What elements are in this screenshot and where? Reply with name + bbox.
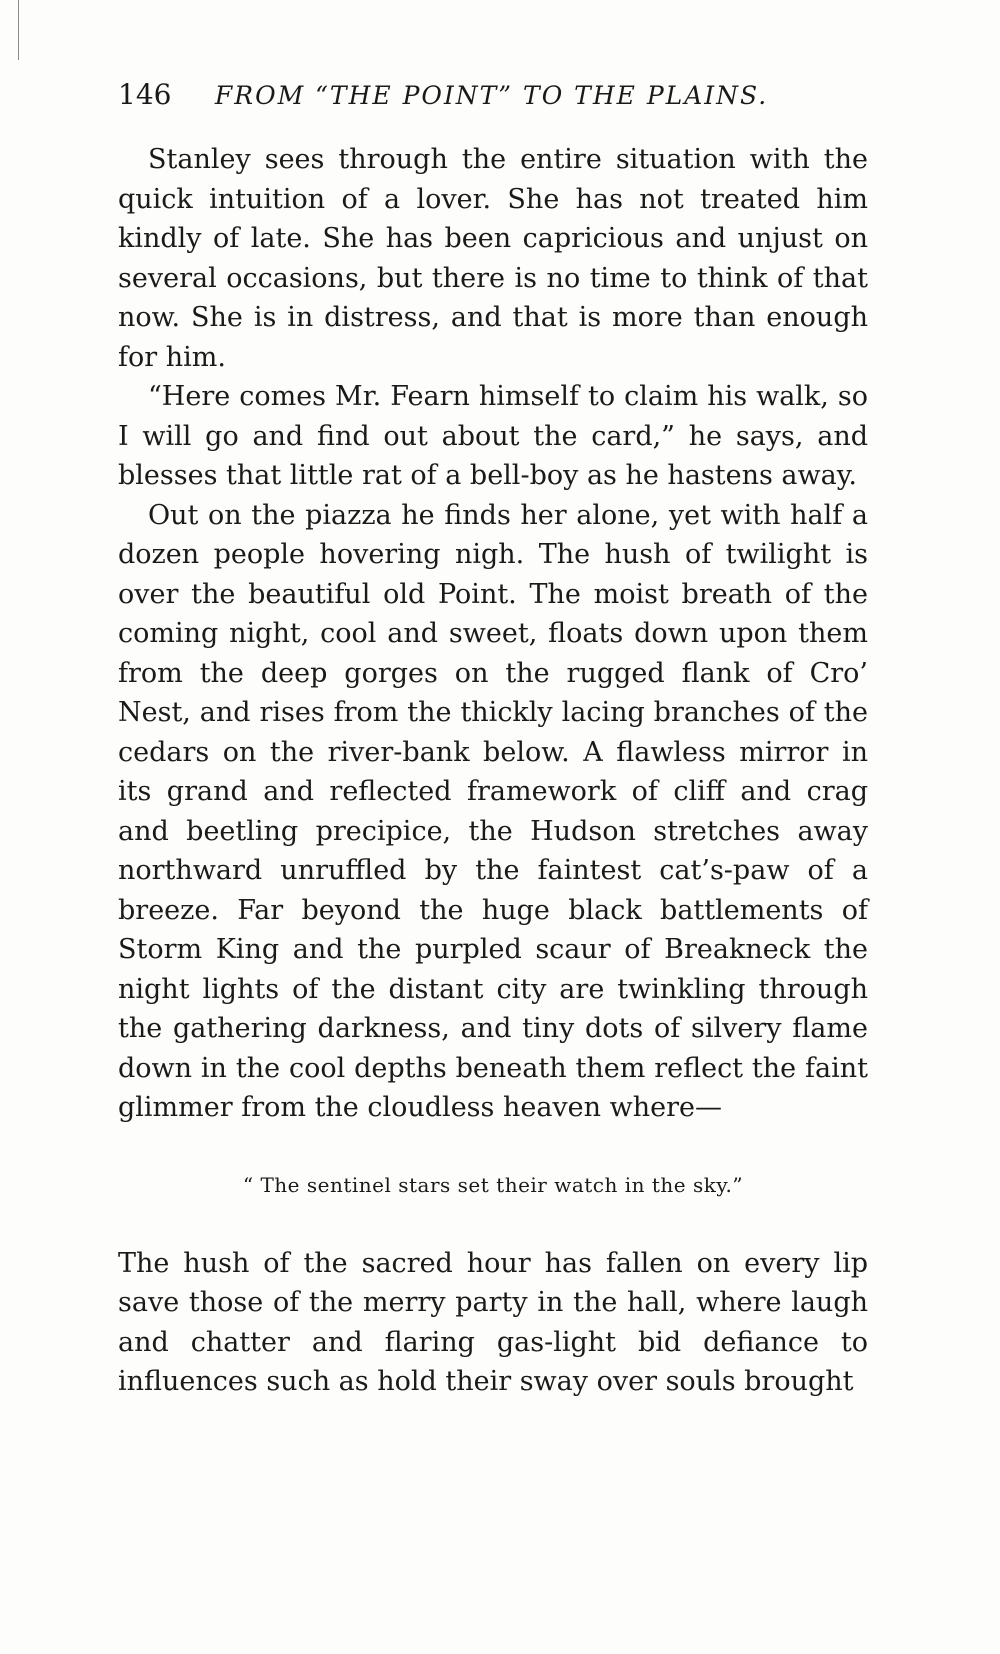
block-quotation: “ The sentinel stars set their watch in the sky.”: [242, 1172, 744, 1197]
book-page: [118, 70, 868, 1402]
margin-rule: [18, 0, 19, 60]
paragraph: Out on the piazza he finds her alone, yet with half a dozen people hovering nigh. The hush of twilight is over the beautiful old Point. The moist breath of the coming night, cool and sweet, floats down upon them from the deep gorges on the rugged flank of Cro’ Nest, and rises from the thickly lacing branches of the cedars on the river-bank below. A flawless mirror in its grand and reflected framework of cliff and crag and beetling precipice, the Hudson stretches away northward unruffled by the faintest cat’s-paw of a breeze. Far beyond the huge black battlements of Storm King and the purpled scaur of Breakneck the night lights of the distant city are twinkling through the gathering darkness, and tiny dots of silvery flame down in the cool depths beneath them reflect the faint glimmer from the cloudless heaven where—: [118, 499, 868, 1123]
body-text: [118, 140, 868, 1402]
running-title: FROM “THE POINT” TO THE PLAINS.: [214, 81, 769, 110]
paragraph: “Here comes Mr. Fearn himself to claim his walk, so I will go and find out about the card,” he says, and blesses that little rat of a bell-boy as he hastens away.: [118, 381, 868, 491]
running-head: [118, 70, 868, 120]
page-number: 146: [118, 78, 172, 111]
closing-paragraph: The hush of the sacred hour has fallen on every lip save those of the merry party in the hall, where laugh and chatter and flaring gas-light bid defiance to influences such as hold their sway over souls brought: [118, 1247, 868, 1397]
paragraph: Stanley sees through the entire situation with the quick intuition of a lover. She has not treated him kindly of late. She has been capricious and unjust on several occasions, but there is no time to think of that now. She is in distress, and that is more than enough for him.: [118, 144, 868, 373]
